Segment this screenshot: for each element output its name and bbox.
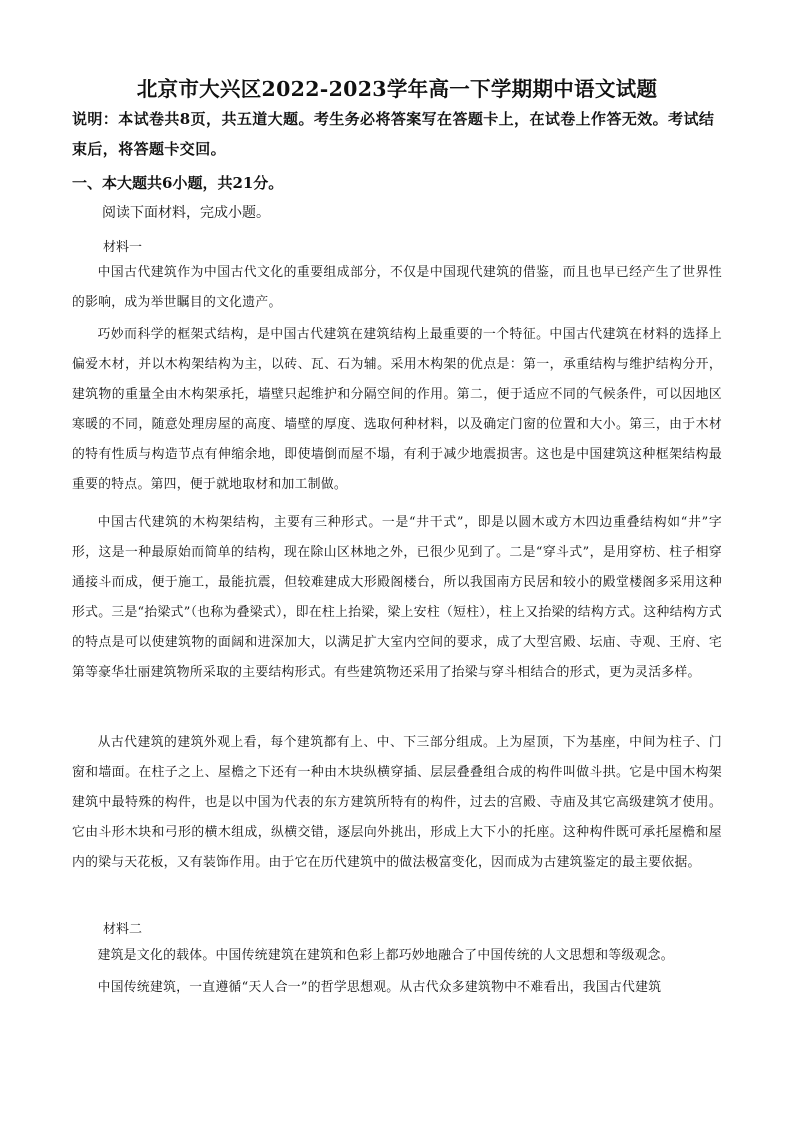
material-1-paragraph: 中国古代建筑作为中国古代文化的重要组成部分，不仅是中国现代建筑的借鉴，而且也早已经产生了世界性的影响，成为举世瞩目的文化遗产。 <box>72 265 722 310</box>
material-2-label: 材料二 <box>103 922 143 937</box>
exam-instructions-note: 说明：本试卷共8页，共五道大题。考生务必将答案写在答题卡上，在试卷上作答无效。考试结束后，将答题卡交回。 <box>72 110 715 158</box>
exam-title: 北京市大兴区2022-2023学年高一下学期期中语文试题 <box>136 77 658 101</box>
material-1-paragraph: 中国古代建筑的木构架结构，主要有三种形式。一是“井干式”，即是以圆木或方木四边重叠结构如“井”字形，这是一种最原始而简单的结构，现在除山区林地之外，已很少见到了。二是“穿斗式”，是用穿枋、柱子相穿通接斗而成，便于施工，最能抗震，但较难建成大形殿阁楼台，所以我国南方民居和较小的殿堂楼阁多采用这种形式。三是“抬梁式”（也称为叠梁式），即在柱上抬梁，梁上安柱（短柱），柱上又抬梁的结构方式。这种结构方式的特点是可以使建筑物的面阔和进深加大，以满足扩大室内空间的要求，成了大型宫殿、坛庙、寺观、王府、宅第等豪华壮丽建筑物所采取的主要结构形式。有些建筑物还采用了抬梁与穿斗相结合的形式，更为灵活多样。 <box>72 515 722 680</box>
material-2-paragraph: 中国传统建筑，一直遵循“天人合一”的哲学思想观。从古代众多建筑物中不难看出，我国古代建筑 <box>97 980 662 995</box>
material-1-label: 材料一 <box>103 240 143 255</box>
reading-instruction: 阅读下面材料，完成小题。 <box>102 205 270 221</box>
material-1-paragraph: 从古代建筑的建筑外观上看，每个建筑都有上、中、下三部分组成。上为屋顶，下为基座，中间为柱子、门窗和墙面。在柱子之上、屋檐之下还有一种由木块纵横穿插、层层叠叠组合成的构件叫做斗拱。它是中国木构架建筑中最特殊的构件，也是以中国为代表的东方建筑所特有的构件，过去的宫殿、寺庙及其它高级建筑才使用。它由斗形木块和弓形的横木组成，纵横交错，逐层向外挑出，形成上大下小的托座。这种构件既可承托屋檐和屋内的梁与天花板，又有装饰作用。由于它在历代建筑中的做法极富变化，因而成为古建筑鉴定的最主要依据。 <box>72 735 722 870</box>
material-2-paragraph: 建筑是文化的载体。中国传统建筑在建筑和色彩上都巧妙地融合了中国传统的人文思想和等级观念。 <box>97 948 674 963</box>
section-heading: 一、本大题共6小题，共21分。 <box>72 174 284 192</box>
material-1-paragraph: 巧妙而科学的框架式结构，是中国古代建筑在建筑结构上最重要的一个特征。中国古代建筑在材料的选择上偏爱木材，并以木构架结构为主，以砖、瓦、石为辅。采用木构架的优点是：第一，承重结构与维护结构分开，建筑物的重量全由木构架承托，墙壁只起维护和分隔空间的作用。第二，便于适应不同的气候条件，可以因地区寒暖的不同，随意处理房屋的高度、墙壁的厚度、选取何种材料，以及确定门窗的位置和大小。第三，由于木材的特有性质与构造节点有伸缩余地，即使墙倒而屋不塌，有利于减少地震损害。这也是中国建筑这种框架结构最重要的特点。第四，便于就地取材和加工制做。 <box>72 327 722 492</box>
